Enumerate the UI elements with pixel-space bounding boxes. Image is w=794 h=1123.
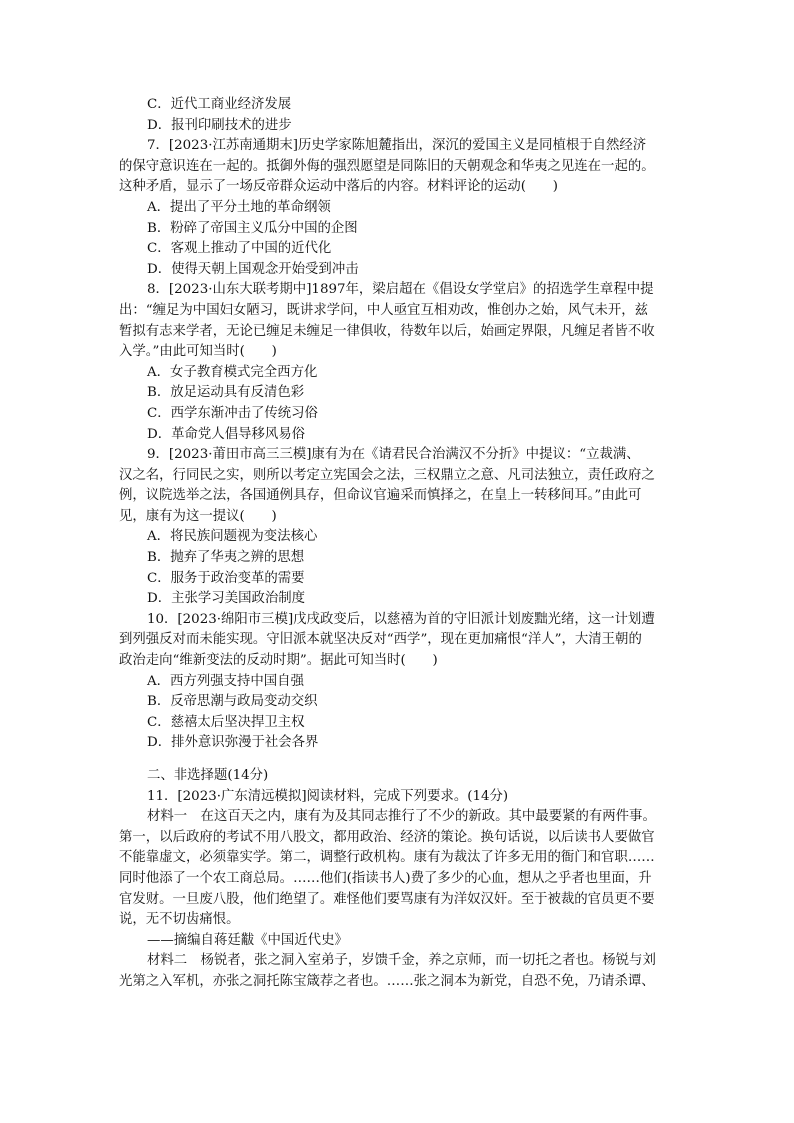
question-6-options <box>119 95 681 136</box>
question-11 <box>119 787 681 993</box>
option-c: C．西学东渐冲击了传统习俗 <box>147 405 318 421</box>
option-c: C．慈禧太后坚决捍卫主权 <box>147 714 305 730</box>
option-d: D．报刊印刷技术的进步 <box>147 117 292 133</box>
material-line: 材料二 杨锐者，张之洞入室弟子，岁馈千金，养之京师，而一切托之者也。杨锐与刘 <box>147 953 656 969</box>
question-7 <box>119 136 681 280</box>
question-stem-line: 11．[2023·广东清远模拟]阅读材料，完成下列要求。(14分) <box>147 788 509 804</box>
question-stem-line: 政治走向“维新变法的反动时期”。据此可知当时( ) <box>119 653 438 669</box>
option-b: B．粉碎了帝国主义瓜分中国的企图 <box>147 220 358 236</box>
option-d: D．主张学习美国政治制度 <box>147 591 306 607</box>
question-10 <box>119 610 681 754</box>
question-stem-line: 见，康有为这一提议( ) <box>119 508 277 524</box>
material-line: 官发财。一旦废八股，他们绝望了。难怪他们要骂康有为洋奴汉奸。至于被裁的官员更不要 <box>119 891 655 907</box>
option-d: D．排外意识弥漫于社会各界 <box>147 735 319 751</box>
option-a: A．提出了平分土地的革命纲领 <box>147 199 331 215</box>
question-stem-line: 9．[2023·莆田市高三三模]康有为在《请君民合治满汉不分折》中提议：“立裁满、 <box>147 447 640 463</box>
option-a: A．西方列强支持中国自强 <box>147 673 304 689</box>
material-2 <box>119 951 681 992</box>
option-c: C．近代工商业经济发展 <box>147 97 292 112</box>
material-1 <box>119 807 681 951</box>
question-stem-line: 到列强反对而未能实现。守旧派本就坚决反对“西学”，现在更加痛恨“洋人”，大清王朝的 <box>119 632 642 648</box>
question-stem-line: 7．[2023·江苏南通期末]历史学家陈旭麓指出，深沉的爱国主义是同植根于自然经济 <box>147 138 647 154</box>
question-stem-line: 例，议院选举之法，各国通例具存，但命议官遍采而慎择之，在皇上一转移间耳。”由此可 <box>119 488 642 504</box>
question-stem-line: 汉之名，行同民之实，则所以考定立宪国会之法，三权鼎立之意、凡司法独立，责任政府之 <box>119 467 655 483</box>
section-heading: 二、非选择题(14分) <box>147 768 269 783</box>
option-c: C．服务于政治变革的需要 <box>147 570 305 586</box>
question-stem-line: 的保守意识连在一起的。抵御外侮的强烈愿望是同陈旧的天朝观念和华夷之见连在一起的。 <box>119 158 655 174</box>
question-8 <box>119 280 681 445</box>
option-a: A．女子教育模式完全西方化 <box>147 364 318 380</box>
material-line: 说，无不切齿痛恨。 <box>119 912 240 928</box>
material-line: 第一，以后政府的考试不用八股文，都用政治、经济的策论。换句话说，以后读书人要做官 <box>119 829 655 845</box>
question-stem-line: 10．[2023·绵阳市三模]戊戌政变后，以慈禧为首的守旧派计划废黜光绪，这一计划遭 <box>147 611 655 627</box>
question-stem-line: 入学。”由此可知当时( ) <box>119 344 277 360</box>
option-b: B．抛弃了华夷之辨的思想 <box>147 550 305 566</box>
material-line: 不能靠虚文，必须靠实学。第二，调整行政机构。康有为裁汰了许多无用的衙门和官职…… <box>119 850 655 866</box>
option-d: D．使得天朝上国观念开始受到冲击 <box>147 261 359 277</box>
option-c: C．客观上推动了中国的近代化 <box>147 241 332 257</box>
material-line: 同时他添了一个农工商总局。……他们(指读书人)费了多少的心血，想从之乎者也里面，升 <box>119 870 652 886</box>
material-line: 光第之入军机，亦张之洞托陈宝箴荐之者也。……张之洞本为新党，自恐不免，乃请杀谭、 <box>119 973 655 989</box>
option-d: D．革命党人倡导移风易俗 <box>147 426 306 442</box>
option-b: B．放足运动具有反清色彩 <box>147 385 305 401</box>
material-line: 材料一 在这百天之内，康有为及其同志推行了不少的新政。其中最要紧的有两件事。 <box>147 809 656 825</box>
question-stem-line: 暂拟有志来学者，无论已缠足未缠足一律俱收，待数年以后，始画定界限，凡缠足者皆不收 <box>119 323 655 339</box>
question-stem-line: 8．[2023·山东大联考期中]1897年，梁启超在《倡设女学堂启》的招选学生章程中提 <box>147 282 654 298</box>
question-stem-line: 出：“缠足为中国妇女陋习，既讲求学问，中人亟宜互相劝改，惟创办之始，风气未开，兹 <box>119 302 649 318</box>
option-b: B．反帝思潮与政局变动交织 <box>147 694 318 710</box>
option-a: A．将民族问题视为变法核心 <box>147 529 318 545</box>
material-source: ——摘编自蒋廷黻《中国近代史》 <box>147 932 348 948</box>
document-body <box>119 95 681 993</box>
question-9 <box>119 445 681 610</box>
section-spacer <box>119 754 681 766</box>
question-stem-line: 这种矛盾，显示了一场反帝群众运动中落后的内容。材料评论的运动( ) <box>119 179 558 195</box>
